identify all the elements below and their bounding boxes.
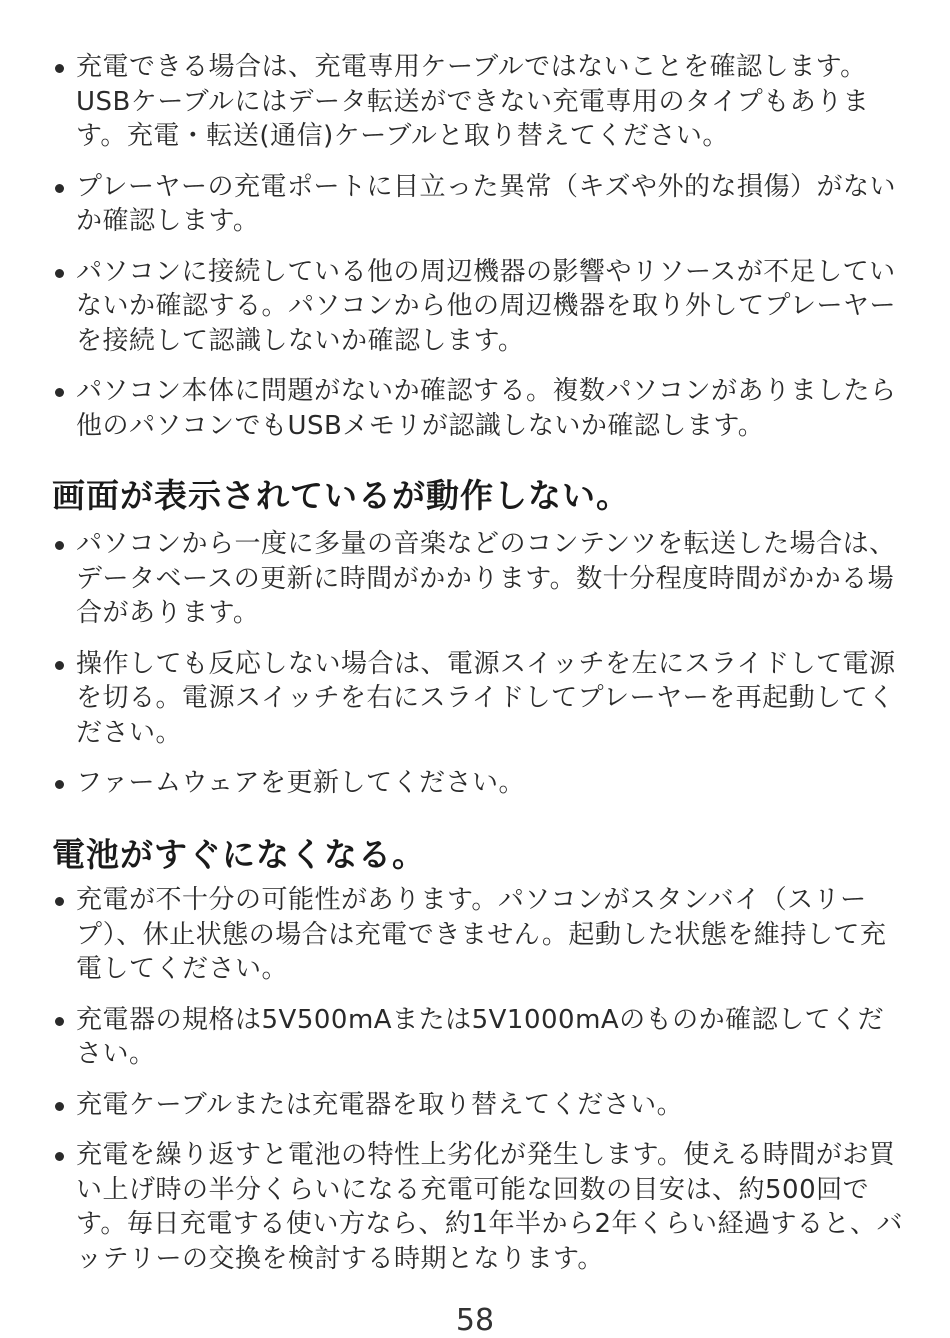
troubleshooting-list-display (0, 527, 950, 817)
list-item-text: 充電できる場合は、充電専用ケーブルではないことを確認します。USBケーブルにはデータ転送ができない充電専用のタイプもあります。充電・転送(通信)ケーブルと取り替えてください。 (76, 52, 870, 151)
list-item (0, 883, 950, 987)
list-item (0, 647, 950, 751)
list-item (0, 374, 950, 443)
list-item (0, 766, 950, 801)
bullet-icon (55, 1017, 64, 1026)
list-item-text: パソコン本体に問題がないか確認する。複数パソコンがありましたら他のパソコンでもUSBメモリが認識しないか確認します。 (76, 376, 897, 441)
list-item-text: プレーヤーの充電ポートに目立った異常（キズや外的な損傷）がないか確認します。 (76, 171, 896, 236)
list-item (0, 50, 950, 154)
list-item-text: 操作しても反応しない場合は、電源スイッチを左にスライドして電源を切る。電源スイッチを右にスライドしてプレーヤーを再起動してください。 (76, 648, 896, 748)
list-item (0, 170, 950, 239)
troubleshooting-list-battery (0, 883, 950, 1292)
bullet-icon (55, 541, 64, 550)
troubleshooting-list-connection (0, 50, 950, 459)
bullet-icon (55, 64, 64, 73)
list-item (0, 527, 950, 631)
bullet-icon (55, 780, 64, 789)
list-item (0, 1138, 950, 1276)
section-heading-battery: 電池がすぐになくなる。 (52, 835, 426, 874)
list-item (0, 255, 950, 359)
list-item-text: パソコンから一度に多量の音楽などのコンテンツを転送した場合は、データベースの更新に時間がかかります。数十分程度時間がかかる場合があります。 (76, 529, 896, 628)
page-number: 58 (455, 1303, 495, 1338)
bullet-icon (55, 388, 64, 397)
list-item-text: 充電ケーブルまたは充電器を取り替えてください。 (76, 1089, 684, 1120)
bullet-icon (55, 1152, 64, 1161)
list-item-text: 充電器の規格は5V500mAまたは5V1000mAのものか確認してください。 (76, 1004, 885, 1069)
list-item (0, 1003, 950, 1072)
bullet-icon (55, 897, 64, 906)
list-item (0, 1088, 950, 1123)
list-item-text: パソコンに接続している他の周辺機器の影響やリソースが不足していないか確認する。パソコンから他の周辺機器を取り外してプレーヤーを接続して認識しないか確認します。 (76, 256, 896, 356)
bullet-icon (55, 184, 64, 193)
list-item-text: 充電が不十分の可能性があります。パソコンがスタンバイ（スリープ）、休止状態の場合は充電できません。起動した状態を維持して充電してください。 (76, 885, 887, 984)
section-heading-display: 画面が表示されているが動作しない。 (52, 476, 630, 515)
bullet-icon (55, 1102, 64, 1111)
bullet-icon (55, 661, 64, 670)
list-item-text: 充電を繰り返すと電池の特性上劣化が発生します。使える時間がお買い上げ時の半分くらいになる充電可能な回数の目安は、約500回です。毎日充電する使い方なら、約1年半から2年くらい経過すると、バッテリーの交換を検討する時期となります。 (76, 1140, 904, 1274)
list-item-text: ファームウェアを更新してください。 (76, 768, 525, 798)
bullet-icon (55, 269, 64, 278)
